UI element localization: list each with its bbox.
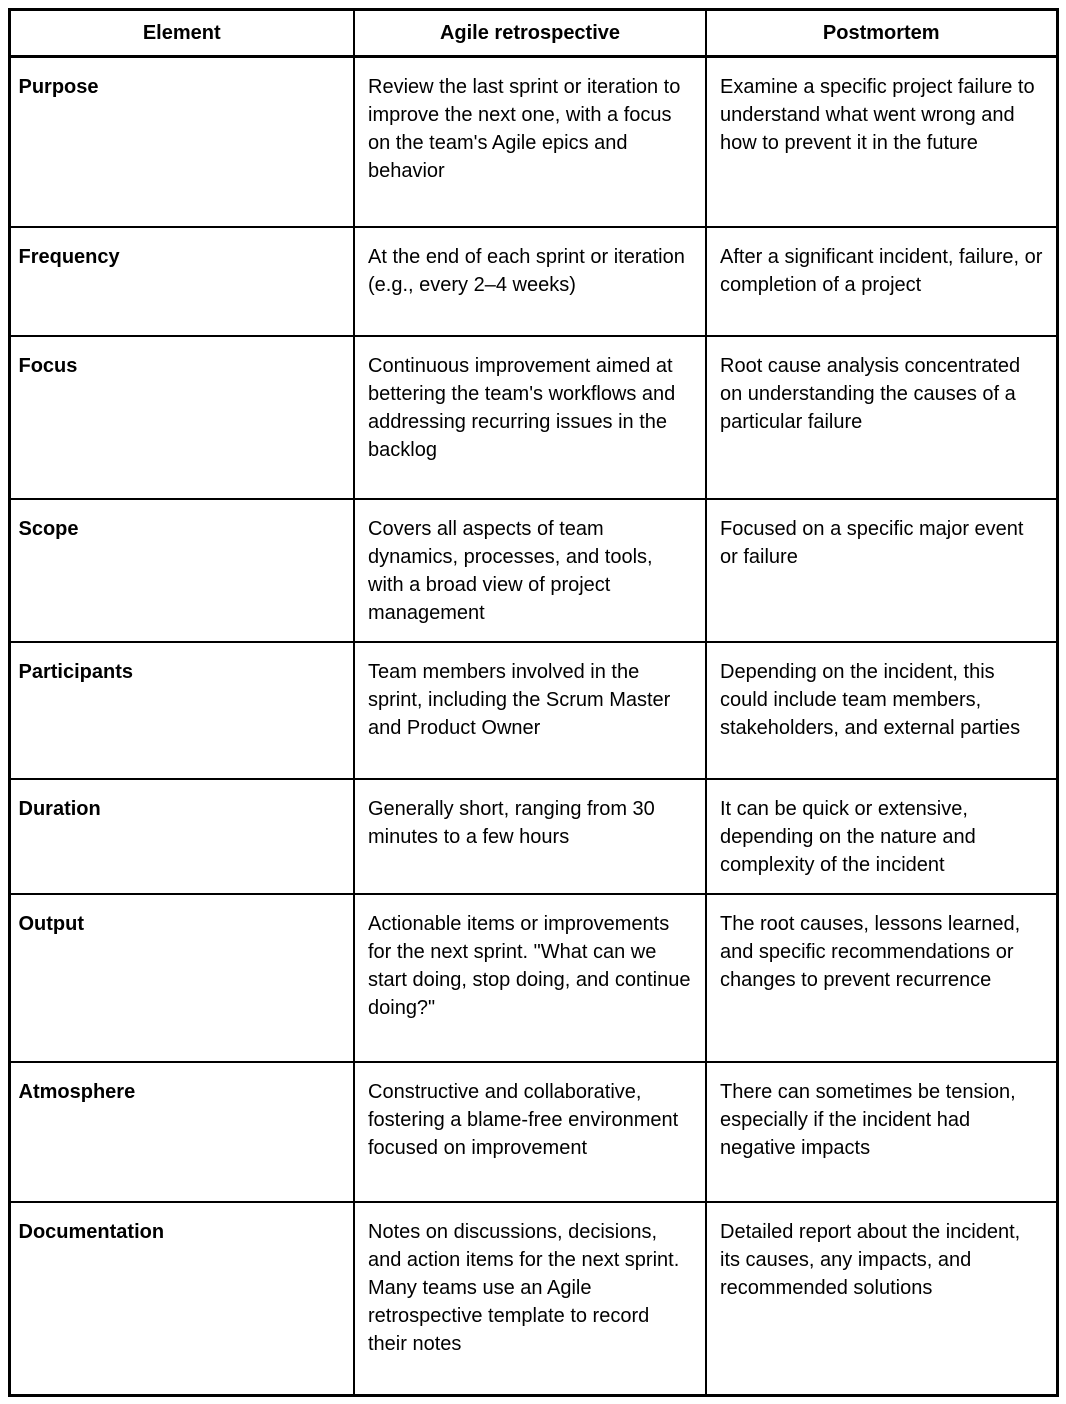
table-header-row [9, 10, 1057, 57]
agile-retrospective-cell: Team members involved in the sprint, including the Scrum Master and Product Owner [354, 642, 706, 779]
postmortem-cell: Depending on the incident, this could include team members, stakeholders, and external parties [706, 642, 1057, 779]
table-row [9, 336, 1057, 499]
element-label-cell: Documentation [9, 1202, 354, 1396]
element-label-cell: Duration [9, 779, 354, 894]
agile-retrospective-cell: Continuous improvement aimed at bettering the team's workflows and addressing recurring issues in the backlog [354, 336, 706, 499]
element-label-cell: Output [9, 894, 354, 1062]
header-agile-retrospective: Agile retrospective [354, 10, 706, 57]
agile-retrospective-cell: Notes on discussions, decisions, and action items for the next sprint. Many teams use an Agile retrospective template to record their notes [354, 1202, 706, 1396]
header-postmortem: Postmortem [706, 10, 1057, 57]
element-label-cell: Atmosphere [9, 1062, 354, 1202]
table-row [9, 499, 1057, 642]
comparison-table [8, 8, 1059, 1397]
table-row [9, 1062, 1057, 1202]
table-row [9, 1202, 1057, 1396]
element-label-cell: Scope [9, 499, 354, 642]
agile-retrospective-cell: Generally short, ranging from 30 minutes to a few hours [354, 779, 706, 894]
table-body [9, 57, 1057, 1396]
postmortem-cell: There can sometimes be tension, especially if the incident had negative impacts [706, 1062, 1057, 1202]
agile-retrospective-cell: Actionable items or improvements for the next sprint. "What can we start doing, stop doing, and continue doing?" [354, 894, 706, 1062]
postmortem-cell: Focused on a specific major event or failure [706, 499, 1057, 642]
table-row [9, 894, 1057, 1062]
header-element: Element [9, 10, 354, 57]
element-label-cell: Focus [9, 336, 354, 499]
postmortem-cell: It can be quick or extensive, depending on the nature and complexity of the incident [706, 779, 1057, 894]
agile-retrospective-cell: Covers all aspects of team dynamics, processes, and tools, with a broad view of project management [354, 499, 706, 642]
agile-retrospective-cell: Review the last sprint or iteration to improve the next one, with a focus on the team's Agile epics and behavior [354, 57, 706, 227]
postmortem-cell: Detailed report about the incident, its causes, any impacts, and recommended solutions [706, 1202, 1057, 1396]
postmortem-cell: The root causes, lessons learned, and specific recommendations or changes to prevent recurrence [706, 894, 1057, 1062]
element-label-cell: Purpose [9, 57, 354, 227]
agile-retrospective-cell: At the end of each sprint or iteration (e.g., every 2–4 weeks) [354, 227, 706, 336]
agile-retrospective-cell: Constructive and collaborative, fostering a blame-free environment focused on improvement [354, 1062, 706, 1202]
postmortem-cell: Examine a specific project failure to understand what went wrong and how to prevent it in the future [706, 57, 1057, 227]
table-row [9, 227, 1057, 336]
element-label-cell: Participants [9, 642, 354, 779]
table-row [9, 642, 1057, 779]
table-row [9, 779, 1057, 894]
postmortem-cell: After a significant incident, failure, or completion of a project [706, 227, 1057, 336]
table-row [9, 57, 1057, 227]
postmortem-cell: Root cause analysis concentrated on understanding the causes of a particular failure [706, 336, 1057, 499]
element-label-cell: Frequency [9, 227, 354, 336]
